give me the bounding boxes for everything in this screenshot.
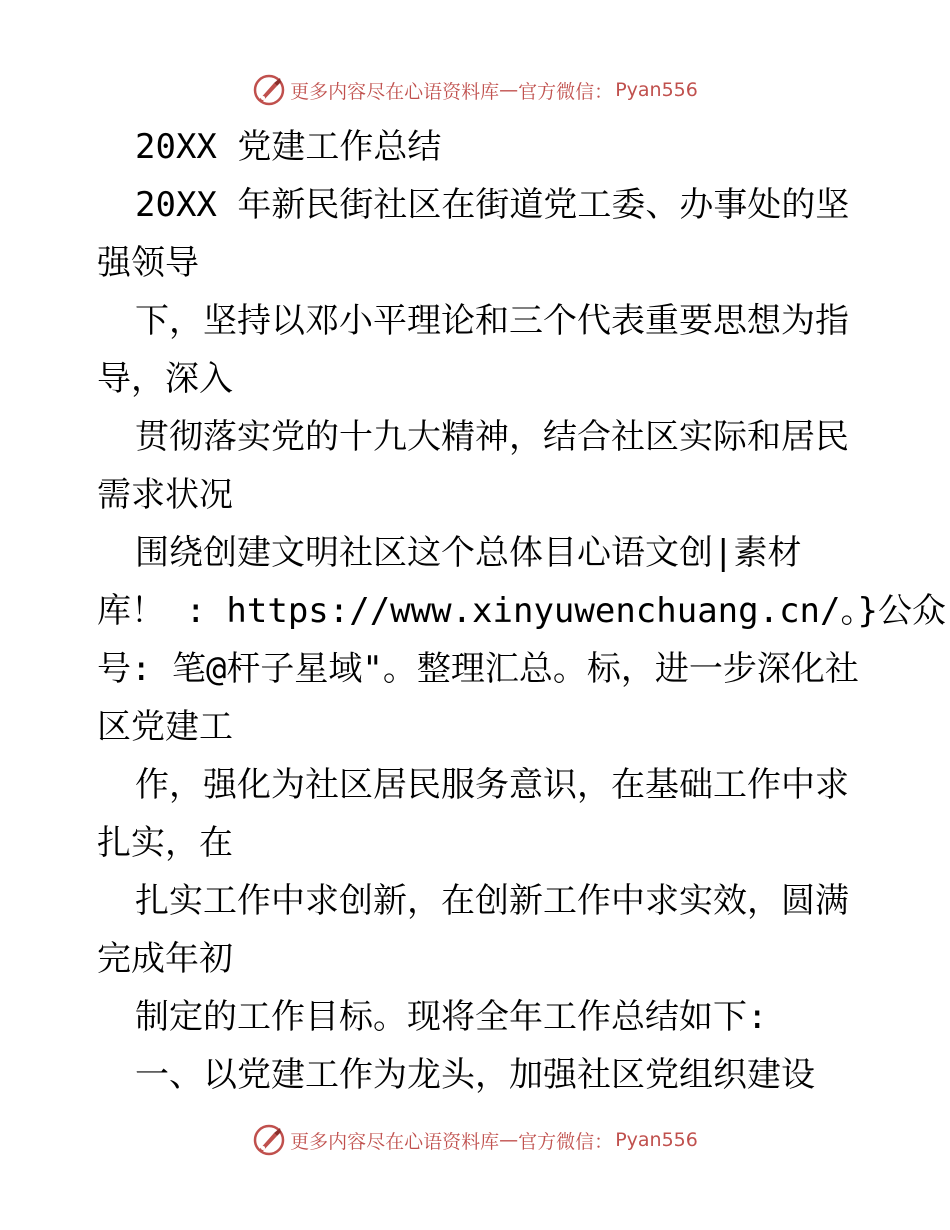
paragraph-line: 区党建工	[97, 707, 233, 747]
paragraph-line: 贯彻落实党的十九大精神，结合社区实际和居民	[135, 417, 849, 457]
footer-watermark	[0, 1120, 950, 1160]
watermark-wechat-id: Pyan556	[615, 1129, 698, 1151]
watermark-text: 更多内容尽在心语资料库	[290, 80, 500, 103]
paragraph-line: 作，强化为社区居民服务意识，在基础工作中求	[135, 765, 849, 805]
section-heading: 一、以党建工作为龙头，加强社区党组织建设	[135, 1055, 815, 1095]
quill-pen-logo-icon	[252, 73, 286, 107]
watermark-wechat-label: 官方微信：	[518, 80, 614, 103]
paragraph-line: 库！ : https://www.xinyuwenchuang.cn/。}公众	[97, 591, 946, 631]
paragraph-line: 号: 笔@杆子星域"。整理汇总。标，进一步深化社	[97, 649, 859, 689]
paragraph-line: 扎实，在	[97, 823, 233, 863]
document-title: 20XX 党建工作总结	[135, 127, 442, 167]
watermark-separator: —	[499, 1129, 519, 1151]
paragraph-line: 围绕创建文明社区这个总体目心语文创|素材	[135, 533, 802, 573]
paragraph-line: 扎实工作中求创新，在创新工作中求实效，圆满	[135, 881, 849, 921]
document-body	[97, 118, 946, 1104]
watermark-wechat-id: Pyan556	[615, 79, 698, 101]
paragraph-line: 强领导	[97, 243, 199, 283]
header-watermark	[0, 70, 950, 110]
paragraph-line: 20XX 年新民街社区在街道党工委、办事处的坚	[135, 185, 850, 225]
paragraph-line: 下，坚持以邓小平理论和三个代表重要思想为指	[135, 301, 849, 341]
paragraph-line: 完成年初	[97, 939, 233, 979]
paragraph-line: 需求状况	[97, 475, 233, 515]
watermark-wechat-label: 官方微信：	[518, 1130, 614, 1153]
watermark-separator: —	[499, 79, 519, 101]
paragraph-line: 制定的工作目标。现将全年工作总结如下:	[135, 997, 768, 1037]
watermark-text: 更多内容尽在心语资料库	[290, 1130, 500, 1153]
paragraph-line: 导，深入	[97, 359, 233, 399]
quill-pen-logo-icon	[252, 1123, 286, 1157]
